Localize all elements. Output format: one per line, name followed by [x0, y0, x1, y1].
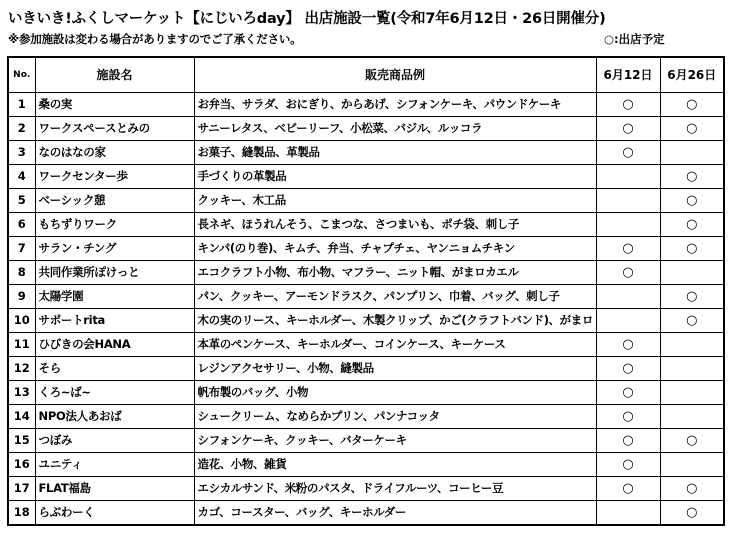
- products-cell: エコクラフト小物、布小物、マフラー、ニット帽、がまロカエル: [194, 261, 596, 285]
- header-products: 販売商品例: [194, 57, 596, 93]
- row-number: 7: [8, 237, 35, 261]
- date2-mark: [660, 141, 724, 165]
- legend-text: ○:出店予定: [604, 32, 665, 46]
- date1-mark: ○: [596, 237, 660, 261]
- row-number: 6: [8, 213, 35, 237]
- row-number: 4: [8, 165, 35, 189]
- date1-mark: ○: [596, 93, 660, 117]
- date2-mark: [660, 405, 724, 429]
- table-row: [8, 189, 724, 213]
- products-cell: サニーレタス、ベビーリーフ、小松菜、バジル、ルッコラ: [194, 117, 596, 141]
- date2-mark: ○: [660, 309, 724, 333]
- products-cell: 本革のペンケース、キーホルダー、コインケース、キーケース: [194, 333, 596, 357]
- table-row: [8, 285, 724, 309]
- date1-mark: [596, 501, 660, 526]
- date1-mark: ○: [596, 405, 660, 429]
- products-cell: お弁当、サラダ、おにぎり、からあげ、シフォンケーキ、パウンドケーキ: [194, 93, 596, 117]
- table-row: [8, 333, 724, 357]
- table-row: [8, 405, 724, 429]
- products-cell: 長ネギ、ほうれんそう、こまつな、さつまいも、ポチ袋、刺し子: [194, 213, 596, 237]
- table-row: [8, 261, 724, 285]
- facility-name: らぶわーく: [35, 501, 194, 526]
- row-number: 9: [8, 285, 35, 309]
- table-row: [8, 501, 724, 526]
- products-cell: 手づくりの革製品: [194, 165, 596, 189]
- table-row: [8, 309, 724, 333]
- date1-mark: [596, 189, 660, 213]
- table-row: [8, 237, 724, 261]
- facility-name: サポートrita: [35, 309, 194, 333]
- table-row: [8, 381, 724, 405]
- table-row: [8, 93, 724, 117]
- facility-name: なのはなの家: [35, 141, 194, 165]
- table-row: [8, 429, 724, 453]
- row-number: 8: [8, 261, 35, 285]
- row-number: 1: [8, 93, 35, 117]
- header-no: No.: [8, 57, 35, 93]
- header-date2: 6月26日: [660, 57, 724, 93]
- date2-mark: [660, 261, 724, 285]
- date1-mark: [596, 213, 660, 237]
- row-number: 11: [8, 333, 35, 357]
- row-number: 2: [8, 117, 35, 141]
- row-number: 15: [8, 429, 35, 453]
- date2-mark: ○: [660, 237, 724, 261]
- table-row: [8, 213, 724, 237]
- products-cell: お菓子、縫製品、革製品: [194, 141, 596, 165]
- facility-name: ユニティ: [35, 453, 194, 477]
- row-number: 17: [8, 477, 35, 501]
- date1-mark: ○: [596, 429, 660, 453]
- table-row: [8, 477, 724, 501]
- date1-mark: ○: [596, 453, 660, 477]
- date1-mark: ○: [596, 333, 660, 357]
- facility-name: FLAT福島: [35, 477, 194, 501]
- notice-text: ※参加施設は変わる場合がありますのでご了承ください。: [8, 32, 302, 46]
- row-number: 18: [8, 501, 35, 526]
- facility-name: ワークセンター歩: [35, 165, 194, 189]
- products-cell: 木の実のリース、キーホルダー、木製クリップ、かご(クラフトバンド)、がまロ: [194, 309, 596, 333]
- row-number: 10: [8, 309, 35, 333]
- date1-mark: [596, 165, 660, 189]
- facility-name: ワークスペースとみの: [35, 117, 194, 141]
- row-number: 14: [8, 405, 35, 429]
- row-number: 3: [8, 141, 35, 165]
- products-cell: カゴ、コースター、バッグ、キーホルダー: [194, 501, 596, 526]
- date2-mark: ○: [660, 477, 724, 501]
- date1-mark: ○: [596, 117, 660, 141]
- facility-name: つぼみ: [35, 429, 194, 453]
- date2-mark: ○: [660, 429, 724, 453]
- date2-mark: ○: [660, 189, 724, 213]
- date1-mark: [596, 285, 660, 309]
- date2-mark: [660, 381, 724, 405]
- table-body: [8, 93, 724, 526]
- table-row: [8, 357, 724, 381]
- date1-mark: ○: [596, 381, 660, 405]
- date2-mark: ○: [660, 93, 724, 117]
- products-cell: パン、クッキー、アーモンドラスク、パンプリン、巾着、バッグ、刺し子: [194, 285, 596, 309]
- header-name: 施設名: [35, 57, 194, 93]
- row-number: 12: [8, 357, 35, 381]
- date2-mark: [660, 333, 724, 357]
- header-date1: 6月12日: [596, 57, 660, 93]
- table-row: [8, 453, 724, 477]
- date1-mark: ○: [596, 141, 660, 165]
- products-cell: 帆布製のバッグ、小物: [194, 381, 596, 405]
- facility-name: ベーシック憩: [35, 189, 194, 213]
- facility-name: 桑の実: [35, 93, 194, 117]
- date1-mark: ○: [596, 477, 660, 501]
- date2-mark: ○: [660, 165, 724, 189]
- table-row: [8, 165, 724, 189]
- facility-name: 太陽学園: [35, 285, 194, 309]
- date2-mark: ○: [660, 117, 724, 141]
- date2-mark: ○: [660, 285, 724, 309]
- date2-mark: [660, 357, 724, 381]
- products-cell: シフォンケーキ、クッキー、バターケーキ: [194, 429, 596, 453]
- facility-name: サラン・チング: [35, 237, 194, 261]
- row-number: 5: [8, 189, 35, 213]
- table-header-row: [8, 57, 724, 93]
- facility-name: ひびきの会HANA: [35, 333, 194, 357]
- facility-name: 共同作業所ぽけっと: [35, 261, 194, 285]
- facility-table: [7, 56, 725, 526]
- page-title: いきいき!ふくしマーケット【にじいろday】 出店施設一覧(令和7年6月12日・26日開催分): [8, 11, 606, 27]
- date1-mark: [596, 309, 660, 333]
- row-number: 13: [8, 381, 35, 405]
- date1-mark: ○: [596, 357, 660, 381]
- products-cell: レジンアクセサリー、小物、縫製品: [194, 357, 596, 381]
- facility-name: NPO法人あおば: [35, 405, 194, 429]
- products-cell: シュークリーム、なめらかプリン、パンナコッタ: [194, 405, 596, 429]
- date2-mark: ○: [660, 213, 724, 237]
- facility-name: そら: [35, 357, 194, 381]
- products-cell: エシカルサンド、米粉のパスタ、ドライフルーツ、コーヒー豆: [194, 477, 596, 501]
- table-row: [8, 117, 724, 141]
- row-number: 16: [8, 453, 35, 477]
- products-cell: 造花、小物、雑貨: [194, 453, 596, 477]
- facility-name: もちずりワーク: [35, 213, 194, 237]
- products-cell: キンパ(のり巻)、キムチ、弁当、チャプチェ、ヤンニョムチキン: [194, 237, 596, 261]
- date2-mark: [660, 453, 724, 477]
- facility-name: くろ~ば~: [35, 381, 194, 405]
- date1-mark: ○: [596, 261, 660, 285]
- products-cell: クッキー、木工品: [194, 189, 596, 213]
- date2-mark: ○: [660, 501, 724, 526]
- table-row: [8, 141, 724, 165]
